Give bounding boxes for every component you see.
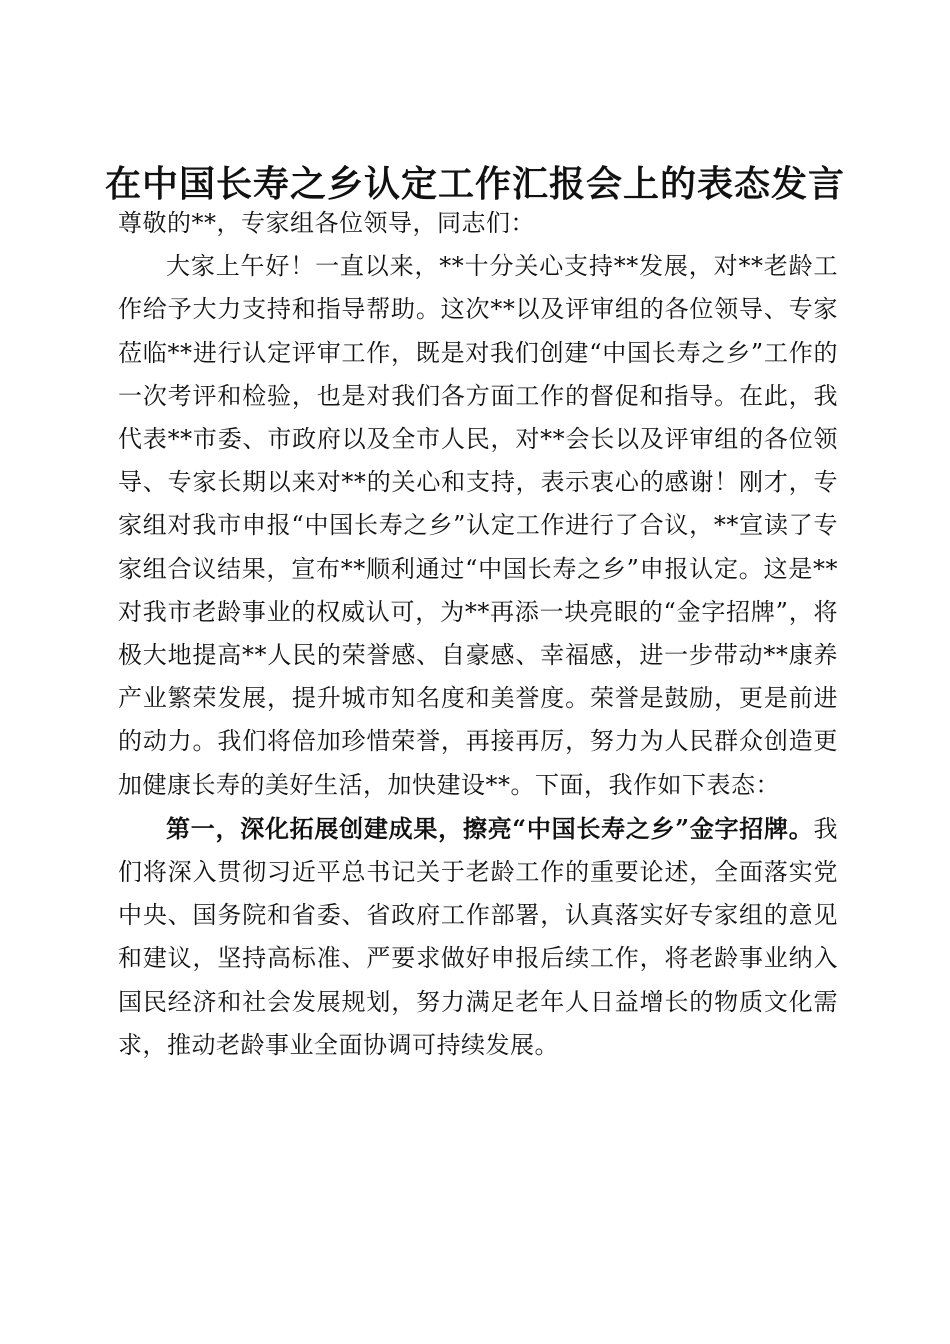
salutation: 尊敬的**，专家组各位领导，同志们：: [118, 209, 535, 237]
paragraph-opening: 大家上午好！一直以来，**十分关心支持**发展，对**老龄工作给予大力支持和指导帮助。这次**以及评审组的各位领导、专家莅临**进行认定评审工作，既是对我们创建“中国长寿之乡”工作的一次考评和检验，也是对我们各方面工作的督促和指导。在此，我代表**市委、市政府以及全市人民，对**会长以及评审组的各位领导、专家长期以来对**的关心和支持，表示衷心的感谢！刚才，专家组对我市申报“中国长寿之乡”认定工作进行了合议，**宣读了专家组合议结果，宣布**顺利通过“中国长寿之乡”申报认定。这是**对我市老龄事业的权威认可，为**再添一块亮眼的“金字招牌”，将极大地提高**人民的荣誉感、自豪感、幸福感，进一步带动**康养产业繁荣发展，提升城市知名度和美誉度。荣誉是鼓励，更是前进的动力。我们将倍加珍惜荣誉，再接再厉，努力为人民群众创造更加健康长寿的美好生活，加快建设**。下面，我作如下表态：: [118, 252, 838, 799]
point-one-heading: 第一，深化拓展创建成果，擦亮“中国长寿之乡”金字招牌。: [166, 813, 814, 843]
document-title: 在中国长寿之乡认定工作汇报会上的表态发言: [104, 163, 845, 206]
point-one-body: 我们将深入贯彻习近平总书记关于老龄工作的重要论述，全面落实党中央、国务院和省委、省政府工作部署，认真落实好专家组的意见和建议，坚持高标准、严要求做好申报后续工作，将老龄事业纳入国民经济和社会发展规划，努力满足老年人日益增长的物质文化需求，推动老龄事业全面协调可持续发展。: [118, 814, 838, 1059]
document-body: [118, 202, 838, 1067]
paragraph-point-one: [118, 807, 838, 1067]
